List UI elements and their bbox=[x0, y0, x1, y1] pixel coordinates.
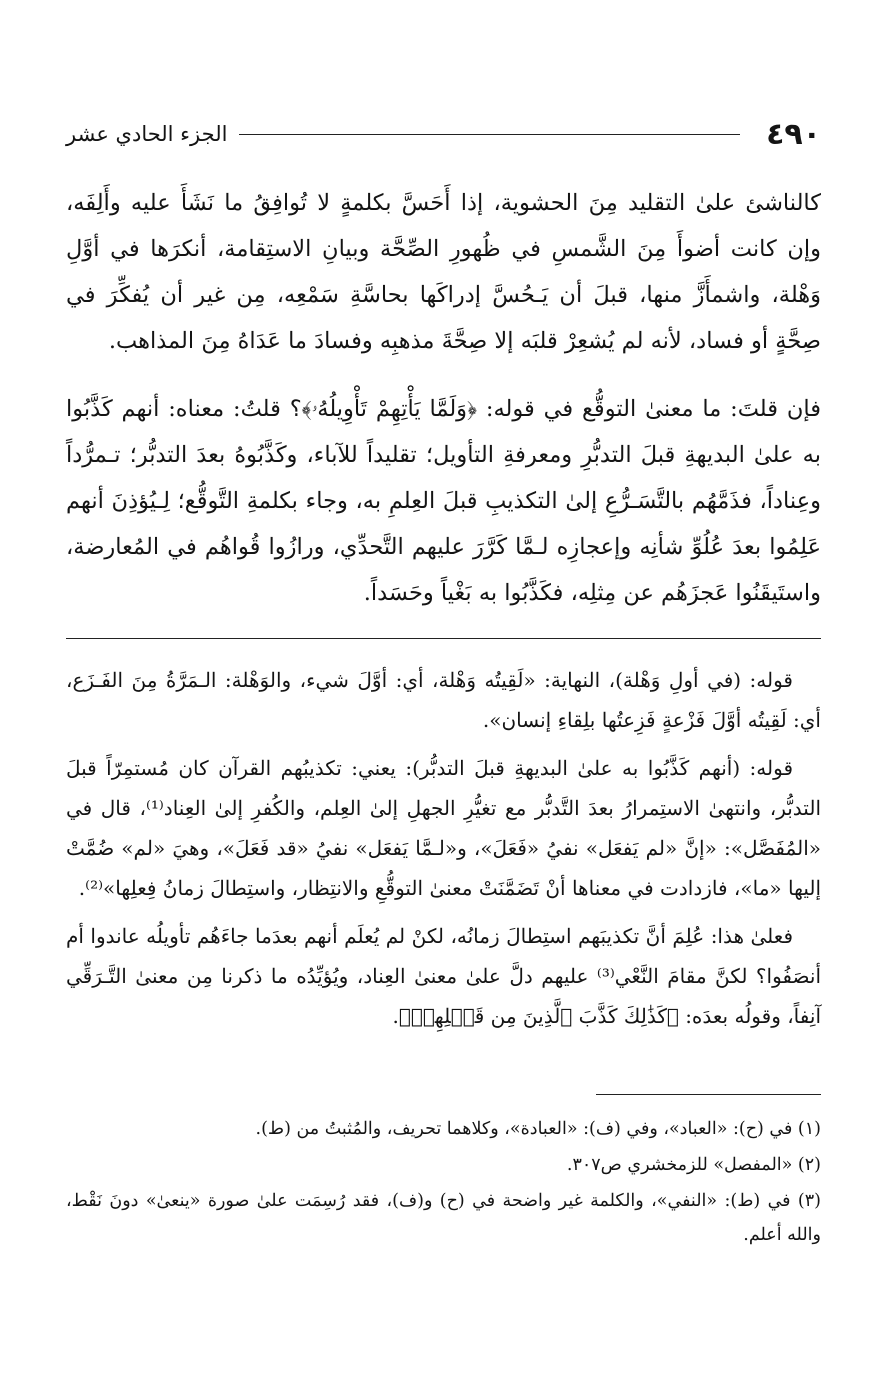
footnote: (١) في (ح): «العباد»، وفي (ف): «العبادة»، وكلاهما تحريف، والمُثبتُ من (ط). bbox=[255, 1119, 821, 1139]
main-text-block bbox=[66, 180, 821, 616]
main-paragraph: فإن قلتَ: ما معنىٰ التوقُّع في قوله: ﴿وَلَمَّا يَأْتِهِمْ تَأْوِيلُهُۥ﴾؟ قلتُ: معناه: أنهم كَذَّبُوا به علىٰ البديهةِ قبلَ التدبُّرِ ومعرفةِ التأويل؛ تقليداً للآباء، وكَذَّبُوهُ بعدَ التدبُّر؛ تـمرُّداً وعِناداً، فذَمَّهُم بالتَّسَـرُّعِ إلىٰ التكذيبِ قبلَ العِلمِ به، وجاء بكلمةِ التَّوقُّع؛ لِـيُؤذِنَ أنهم عَلِمُوا بعدَ عُلُوِّ شأنِه وإعجازِه لـمَّا كَرَّرَ عليهم التَّحدِّي، ورازُوا قُواهُم في المُعارضة، واستَيقَنُوا عَجزَهُم عن مِثلِه، فكَذَّبُوا به بَغْياً وحَسَداً. bbox=[66, 396, 821, 606]
main-text-divider bbox=[66, 638, 821, 639]
footnote-divider bbox=[596, 1094, 821, 1095]
commentary-paragraph: قوله: (أنهم كَذَّبُوا به علىٰ البديهةِ قبلَ التدبُّر): يعني: تكذيبُهم القرآن كان مُستمِرّاً قبلَ التدبُّر، وانتهىٰ الاستِمرارُ بعدَ التَّدبُّر مع تغيُّرِ الجهلِ إلىٰ العِلم، والكُفرِ إلىٰ العِناد⁽¹⁾، قال في «المُفَصَّل»: «إنَّ «لم يَفعَل» نفيُ «فَعَلَ»، و«لـمَّا يَفعَل» نفيُ «قد فَعَلَ»، وهيَ «لم» ضُمَّتْ إليها «ما»، فازدادت في معناها أنْ تَضَمَّنَتْ معنىٰ التوقُّعِ والانتِظار، واستِطالَ زمانُ فِعلِها»⁽²⁾. bbox=[66, 756, 821, 900]
commentary-block bbox=[66, 660, 821, 1036]
main-paragraph: كالناشئ علىٰ التقليد مِنَ الحشوية، إذا أَحَسَّ بكلمةٍ لا تُوافِقُ ما نَشَأَ عليه وأَلِفَه، وإن كانت أضوأَ مِنَ الشَّمسِ في ظُهورِ الصِّحَّة وبيانِ الاستِقامة، أنكرَها في أوَّلِ وَهْلة، واشمأَزَّ منها، قبلَ أن يَـحُسَّ إدراكَها بحاسَّةِ سَمْعِه، مِن غير أن يُفكِّرَ في صِحَّةٍ أو فساد، لأنه لم يُشعِرْ قلبَه إلا صِحَّةَ مذهبِه وفسادَ ما عَدَاهُ مِنَ المذاهب. bbox=[66, 190, 821, 354]
footnote: (٣) في (ط): «النفي»، والكلمة غير واضحة في (ح) و(ف)، فقد رُسِمَت علىٰ صورة «ينعىٰ» دونَ نَقْط، والله أعلم. bbox=[66, 1191, 821, 1245]
commentary-paragraph: فعلىٰ هذا: عُلِمَ أنَّ تكذيبَهم استِطالَ زمانُه، لكنْ لم يُعلَم أنهم بعدَما جاءَهُم تأويلُه عاندوا أم أنصَفُوا؟ لكنَّ مقامَ النَّعْي⁽³⁾ عليهم دلَّ علىٰ معنىٰ العِناد، ويُؤيِّدُه ما ذكرنا مِن معنىٰ التَّـرَقِّي آنِفاً، وقولُه بعدَه: ﴿كَذَٰلِكَ كَذَّبَ ٱلَّذِينَ مِن قَبۡلِهِمۡ﴾. bbox=[66, 924, 821, 1028]
page-number: ٤٩٠ bbox=[766, 116, 821, 152]
footnote: (٢) «المفصل» للزمخشري ص٣٠٧. bbox=[566, 1155, 821, 1175]
header-divider bbox=[239, 134, 740, 135]
footnotes-block bbox=[66, 1112, 821, 1254]
page-header bbox=[66, 114, 821, 154]
running-head: الجزء الحادي عشر bbox=[66, 122, 228, 146]
commentary-paragraph: قوله: (في أولِ وَهْلة)، النهاية: «لَقِيتُه وَهْلة، أي: أوَّلَ شيء، والوَهْلة: الـمَرَّةُ مِنَ الفَـزَع، أي: لَقِيتُه أوَّلَ فَزْعةٍ فَزِعتُها بلِقاءِ إنسان». bbox=[66, 668, 821, 732]
